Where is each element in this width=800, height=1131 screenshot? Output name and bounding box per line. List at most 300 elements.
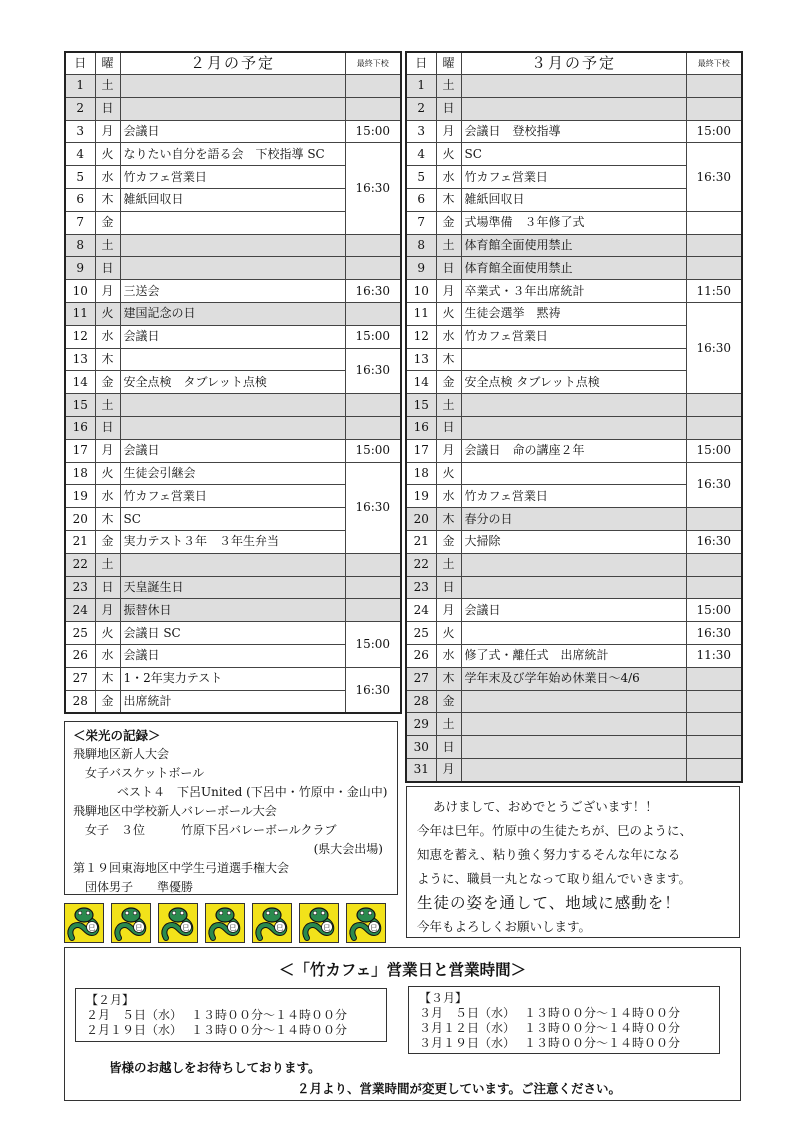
achievement-line: ベスト４ 下呂United (下呂中・竹原中・金山中) <box>117 785 388 799</box>
last-dismissal-cell <box>345 97 401 120</box>
weekday-cell: 土 <box>436 394 461 417</box>
message-line: 今年は巳年。竹原中の生徒たちが、巳のように、 <box>417 823 693 838</box>
weekday-cell: 火 <box>95 462 120 485</box>
weekday-cell: 金 <box>436 690 461 713</box>
achievement-line: (県大会出場) <box>313 842 383 856</box>
last-dismissal-cell <box>686 394 742 417</box>
last-dismissal-cell <box>345 576 401 599</box>
event-cell <box>461 736 686 759</box>
event-cell: 竹カフェ営業日 <box>461 485 686 508</box>
cafe-note-welcome: 皆様のお越しをお待ちしております。 <box>109 1060 321 1075</box>
event-cell <box>461 758 686 781</box>
day-cell: 1 <box>65 75 95 98</box>
day-cell: 11 <box>406 302 436 325</box>
weekday-cell: 土 <box>436 234 461 257</box>
last-dismissal-cell <box>345 599 401 622</box>
day-cell: 5 <box>406 166 436 189</box>
day-cell: 20 <box>65 508 95 531</box>
day-cell: 24 <box>65 599 95 622</box>
weekday-cell: 金 <box>95 371 120 394</box>
event-cell: 生徒会引継会 <box>120 462 345 485</box>
day-cell: 23 <box>406 576 436 599</box>
day-header: 日 <box>406 52 436 75</box>
cafe-date-row <box>419 1036 709 1051</box>
weekday-cell: 月 <box>95 599 120 622</box>
day-cell: 2 <box>65 97 95 120</box>
last-dismissal-cell: 16:30 <box>686 462 742 508</box>
weekday-cell: 火 <box>436 462 461 485</box>
schedule-row <box>65 302 401 325</box>
last-dismissal-cell <box>345 234 401 257</box>
event-cell <box>120 234 345 257</box>
event-cell <box>461 690 686 713</box>
event-cell <box>461 622 686 645</box>
day-cell: 9 <box>406 257 436 280</box>
weekday-cell: 土 <box>436 553 461 576</box>
cafe-date-row <box>419 1021 709 1036</box>
march-rows <box>406 75 742 782</box>
last-dismissal-cell <box>345 416 401 439</box>
last-dismissal-cell <box>345 257 401 280</box>
snake-mi-icon <box>111 903 151 943</box>
schedule-row <box>406 599 742 622</box>
event-cell <box>461 416 686 439</box>
last-dismissal-cell: 16:30 <box>686 143 742 211</box>
event-cell <box>461 348 686 371</box>
day-cell: 10 <box>406 280 436 303</box>
last-dismissal-cell <box>686 690 742 713</box>
event-cell: 竹カフェ営業日 <box>120 166 345 189</box>
day-cell: 3 <box>65 120 95 143</box>
schedule-row <box>65 576 401 599</box>
day-cell: 8 <box>406 234 436 257</box>
march-title: ３月の予定 <box>461 52 686 75</box>
day-cell: 3 <box>406 120 436 143</box>
achievement-line: 女子バスケットボール <box>85 766 205 780</box>
march-header-row <box>406 52 742 75</box>
day-cell: 22 <box>65 553 95 576</box>
last-dismissal-cell: 15:00 <box>345 622 401 668</box>
last-dismissal-cell: 16:30 <box>345 280 401 303</box>
weekday-cell: 木 <box>436 188 461 211</box>
weekday-header: 曜 <box>436 52 461 75</box>
day-cell: 13 <box>65 348 95 371</box>
last-dismissal-cell: 16:30 <box>686 302 742 393</box>
achievements-heading: ＜栄光の記録＞ <box>73 728 161 743</box>
cafe-time: １３時００分～１４時００分 <box>524 1021 681 1035</box>
event-cell: なりたい自分を語る会 下校指導 SC <box>120 143 345 166</box>
weekday-cell: 水 <box>95 166 120 189</box>
day-cell: 27 <box>406 667 436 690</box>
event-cell <box>120 97 345 120</box>
achievement-line: 第１９回東海地区中学生弓道選手権大会 <box>73 861 290 875</box>
cafe-date: ３月１２日（水） <box>419 1021 516 1035</box>
day-cell: 16 <box>65 416 95 439</box>
schedule-row <box>406 257 742 280</box>
schedule-row <box>65 234 401 257</box>
schedule-row <box>406 439 742 462</box>
cafe-date: ２月１９日（水） <box>86 1023 183 1037</box>
weekday-header: 曜 <box>95 52 120 75</box>
weekday-cell: 日 <box>436 736 461 759</box>
day-cell: 5 <box>65 166 95 189</box>
event-cell: 建国記念の日 <box>120 302 345 325</box>
weekday-cell: 水 <box>436 325 461 348</box>
february-header-row <box>65 52 401 75</box>
schedule-row <box>406 622 742 645</box>
event-cell: 会議日 登校指導 <box>461 120 686 143</box>
last-dismissal-cell: 11:30 <box>686 644 742 667</box>
day-cell: 29 <box>406 713 436 736</box>
schedule-row <box>406 530 742 553</box>
last-dismissal-cell: 15:00 <box>686 599 742 622</box>
day-cell: 22 <box>406 553 436 576</box>
schedule-row <box>406 690 742 713</box>
last-dismissal-cell: 16:30 <box>686 622 742 645</box>
weekday-cell: 日 <box>95 576 120 599</box>
last-dismissal-cell <box>686 667 742 690</box>
event-cell <box>120 211 345 234</box>
day-cell: 6 <box>406 188 436 211</box>
snake-mi-icon <box>299 903 339 943</box>
event-cell: 会議日 <box>120 325 345 348</box>
weekday-cell: 日 <box>436 97 461 120</box>
cafe-date: ２月 ５日（水） <box>86 1008 183 1022</box>
event-cell: 三送会 <box>120 280 345 303</box>
day-cell: 1 <box>406 75 436 98</box>
snake-decoration-row <box>64 903 386 943</box>
weekday-cell: 土 <box>436 713 461 736</box>
weekday-cell: 水 <box>95 644 120 667</box>
event-cell <box>120 348 345 371</box>
last-dismissal-cell <box>686 758 742 781</box>
weekday-cell: 日 <box>436 576 461 599</box>
weekday-cell: 木 <box>436 667 461 690</box>
message-line: 生徒の姿を通して、地域に感動を！ <box>417 894 681 912</box>
event-cell <box>120 394 345 417</box>
cafe-date-row <box>86 1023 376 1038</box>
weekday-cell: 火 <box>436 143 461 166</box>
achievement-line: 飛騨地区新人大会 <box>73 747 170 761</box>
event-cell <box>120 416 345 439</box>
day-cell: 12 <box>406 325 436 348</box>
weekday-cell: 月 <box>436 439 461 462</box>
last-dismissal-cell: 16:30 <box>345 462 401 553</box>
event-cell: 式場準備 ３年修了式 <box>461 211 686 234</box>
last-dismissal-cell <box>686 576 742 599</box>
schedule-row <box>65 416 401 439</box>
schedule-row <box>65 622 401 645</box>
schedule-row <box>406 75 742 98</box>
schedule-row <box>406 97 742 120</box>
event-cell: 卒業式・３年出席統計 <box>461 280 686 303</box>
achievement-line: 団体男子 準優勝 <box>85 880 194 894</box>
achievement-line: 飛騨地区中学校新人バレーボール大会 <box>73 804 277 818</box>
last-dismissal-cell <box>345 394 401 417</box>
svg-text:巳: 巳 <box>276 924 284 932</box>
last-dismissal-cell: 15:00 <box>686 120 742 143</box>
weekday-cell: 水 <box>436 485 461 508</box>
day-cell: 28 <box>406 690 436 713</box>
day-cell: 18 <box>406 462 436 485</box>
event-cell <box>120 553 345 576</box>
day-cell: 18 <box>65 462 95 485</box>
day-cell: 4 <box>65 143 95 166</box>
schedule-row <box>65 280 401 303</box>
last-dismissal-cell: 16:30 <box>345 348 401 394</box>
cafe-february-box <box>75 988 387 1042</box>
event-cell: 雑紙回収日 <box>120 188 345 211</box>
cafe-title: ＜「竹カフェ」営業日と営業時間＞ <box>278 961 527 979</box>
schedule-row <box>406 280 742 303</box>
weekday-cell: 木 <box>436 508 461 531</box>
weekday-cell: 月 <box>95 280 120 303</box>
event-cell: 大掃除 <box>461 530 686 553</box>
snake-mi-icon <box>252 903 292 943</box>
cafe-march-label: 【３月】 <box>419 991 468 1005</box>
event-cell: 会議日 SC <box>120 622 345 645</box>
new-year-message-box <box>406 786 740 938</box>
event-cell: 実力テスト３年 ３年生弁当 <box>120 530 345 553</box>
day-cell: 17 <box>406 439 436 462</box>
event-cell <box>461 394 686 417</box>
last-dismissal-cell: 15:00 <box>345 120 401 143</box>
day-cell: 2 <box>406 97 436 120</box>
message-line: ように、職員一丸となって取り組んでいきます。 <box>417 871 692 886</box>
schedule-row <box>65 143 401 166</box>
weekday-cell: 水 <box>436 166 461 189</box>
last-dismissal-cell: 16:30 <box>345 143 401 234</box>
last-dismissal-cell <box>345 553 401 576</box>
weekday-cell: 木 <box>95 667 120 690</box>
last-dismissal-cell <box>345 302 401 325</box>
cafe-note-change: ２月より、営業時間が変更しています。ご注意ください。 <box>297 1081 622 1096</box>
day-header: 日 <box>65 52 95 75</box>
weekday-cell: 土 <box>436 75 461 98</box>
schedule-row <box>406 120 742 143</box>
schedule-row <box>406 143 742 166</box>
day-cell: 25 <box>406 622 436 645</box>
last-dismissal-cell <box>345 75 401 98</box>
schedule-row <box>406 508 742 531</box>
cafe-date: ３月１９日（水） <box>419 1036 516 1050</box>
weekday-cell: 木 <box>95 188 120 211</box>
event-cell: 体育館全面使用禁止 <box>461 257 686 280</box>
message-line: 今年もよろしくお願いします。 <box>417 919 592 934</box>
schedule-row <box>65 257 401 280</box>
message-line: 知恵を蓄え、粘り強く努力するそんな年になる <box>417 847 681 862</box>
event-cell: 会議日 <box>120 120 345 143</box>
svg-text:巳: 巳 <box>182 924 190 932</box>
cafe-info-box <box>64 947 741 1101</box>
day-cell: 25 <box>65 622 95 645</box>
february-rows <box>65 75 401 714</box>
cafe-time: １３時００分～１４時００分 <box>191 1023 348 1037</box>
schedule-row <box>65 439 401 462</box>
day-cell: 28 <box>65 690 95 713</box>
weekday-cell: 木 <box>95 348 120 371</box>
event-cell <box>461 97 686 120</box>
schedule-row <box>406 644 742 667</box>
weekday-cell: 火 <box>95 143 120 166</box>
snake-mi-icon <box>346 903 386 943</box>
last-dismissal-cell: 15:00 <box>345 439 401 462</box>
day-cell: 19 <box>406 485 436 508</box>
event-cell: 安全点検 タブレット点検 <box>120 371 345 394</box>
weekday-cell: 水 <box>95 325 120 348</box>
day-cell: 6 <box>65 188 95 211</box>
day-cell: 14 <box>65 371 95 394</box>
message-line: あけまして、おめでとうございます！！ <box>433 799 658 814</box>
february-title: ２月の予定 <box>120 52 345 75</box>
day-cell: 13 <box>406 348 436 371</box>
cafe-february-label: 【２月】 <box>86 993 135 1007</box>
day-cell: 30 <box>406 736 436 759</box>
schedule-row <box>65 394 401 417</box>
weekday-cell: 月 <box>436 599 461 622</box>
day-cell: 14 <box>406 371 436 394</box>
last-dismissal-cell <box>686 508 742 531</box>
last-dismissal-cell <box>686 736 742 759</box>
day-cell: 21 <box>406 530 436 553</box>
event-cell: SC <box>120 508 345 531</box>
day-cell: 10 <box>65 280 95 303</box>
day-cell: 21 <box>65 530 95 553</box>
event-cell <box>461 576 686 599</box>
weekday-cell: 日 <box>95 97 120 120</box>
schedule-row <box>65 599 401 622</box>
weekday-cell: 木 <box>436 348 461 371</box>
cafe-time: １３時００分～１４時００分 <box>524 1006 681 1020</box>
schedule-row <box>406 667 742 690</box>
event-cell <box>461 462 686 485</box>
achievements-box <box>64 721 398 895</box>
schedule-row <box>406 576 742 599</box>
schedule-row <box>406 553 742 576</box>
last-dismissal-header: 最終下校 <box>345 52 401 75</box>
cafe-time: １３時００分～１４時００分 <box>524 1036 681 1050</box>
weekday-cell: 木 <box>95 508 120 531</box>
achievement-line: 女子 ３位 竹原下呂バレーボールクラブ <box>85 823 337 837</box>
last-dismissal-cell <box>686 75 742 98</box>
event-cell: 竹カフェ営業日 <box>120 485 345 508</box>
day-cell: 23 <box>65 576 95 599</box>
schedule-row <box>65 348 401 371</box>
weekday-cell: 水 <box>436 644 461 667</box>
event-cell <box>120 257 345 280</box>
event-cell: 春分の日 <box>461 508 686 531</box>
schedule-row <box>406 394 742 417</box>
weekday-cell: 日 <box>436 416 461 439</box>
last-dismissal-cell <box>686 713 742 736</box>
cafe-date: ３月 ５日（水） <box>419 1006 516 1020</box>
event-cell: 会議日 <box>461 599 686 622</box>
weekday-cell: 月 <box>436 280 461 303</box>
day-cell: 17 <box>65 439 95 462</box>
event-cell: 生徒会選挙 黙祷 <box>461 302 686 325</box>
last-dismissal-cell <box>686 97 742 120</box>
schedule-row <box>406 416 742 439</box>
day-cell: 24 <box>406 599 436 622</box>
last-dismissal-cell: 15:00 <box>345 325 401 348</box>
weekday-cell: 土 <box>95 75 120 98</box>
last-dismissal-cell: 11:50 <box>686 280 742 303</box>
schedule-row <box>406 713 742 736</box>
event-cell: 学年末及び学年始め休業日～4/6 <box>461 667 686 690</box>
event-cell: 雑紙回収日 <box>461 188 686 211</box>
event-cell: SC <box>461 143 686 166</box>
day-cell: 31 <box>406 758 436 781</box>
schedule-row <box>65 325 401 348</box>
schedule-row <box>406 234 742 257</box>
day-cell: 12 <box>65 325 95 348</box>
weekday-cell: 月 <box>436 120 461 143</box>
last-dismissal-cell <box>686 211 742 234</box>
weekday-cell: 金 <box>95 211 120 234</box>
day-cell: 4 <box>406 143 436 166</box>
weekday-cell: 日 <box>436 257 461 280</box>
event-cell <box>461 75 686 98</box>
event-cell <box>461 553 686 576</box>
weekday-cell: 土 <box>95 394 120 417</box>
snake-mi-icon <box>158 903 198 943</box>
day-cell: 27 <box>65 667 95 690</box>
event-cell: 振替休日 <box>120 599 345 622</box>
day-cell: 15 <box>406 394 436 417</box>
day-cell: 7 <box>406 211 436 234</box>
day-cell: 20 <box>406 508 436 531</box>
event-cell: 竹カフェ営業日 <box>461 166 686 189</box>
schedule-row <box>65 75 401 98</box>
schedule-row <box>65 120 401 143</box>
weekday-cell: 火 <box>436 302 461 325</box>
event-cell: 会議日 命の講座２年 <box>461 439 686 462</box>
day-cell: 16 <box>406 416 436 439</box>
last-dismissal-cell <box>686 257 742 280</box>
weekday-cell: 金 <box>436 371 461 394</box>
event-cell <box>461 713 686 736</box>
weekday-cell: 土 <box>95 234 120 257</box>
schedule-row <box>65 667 401 690</box>
schedule-row <box>406 211 742 234</box>
last-dismissal-cell <box>686 553 742 576</box>
day-cell: 26 <box>65 644 95 667</box>
svg-text:巳: 巳 <box>370 924 378 932</box>
february-schedule-table <box>64 51 402 714</box>
svg-text:巳: 巳 <box>135 924 143 932</box>
schedule-row <box>406 302 742 325</box>
day-cell: 15 <box>65 394 95 417</box>
event-cell <box>120 75 345 98</box>
schedule-row <box>65 553 401 576</box>
last-dismissal-cell: 15:00 <box>686 439 742 462</box>
last-dismissal-cell: 16:30 <box>345 667 401 713</box>
cafe-time: １３時００分～１４時００分 <box>191 1008 348 1022</box>
cafe-date-row <box>86 1008 376 1023</box>
event-cell: 竹カフェ営業日 <box>461 325 686 348</box>
schedule-row <box>406 462 742 485</box>
event-cell: 1・2年実力テスト <box>120 667 345 690</box>
weekday-cell: 月 <box>95 439 120 462</box>
weekday-cell: 金 <box>95 530 120 553</box>
last-dismissal-cell <box>686 234 742 257</box>
weekday-cell: 月 <box>95 120 120 143</box>
weekday-cell: 日 <box>95 416 120 439</box>
last-dismissal-cell <box>686 416 742 439</box>
day-cell: 19 <box>65 485 95 508</box>
day-cell: 11 <box>65 302 95 325</box>
snake-mi-icon <box>64 903 104 943</box>
